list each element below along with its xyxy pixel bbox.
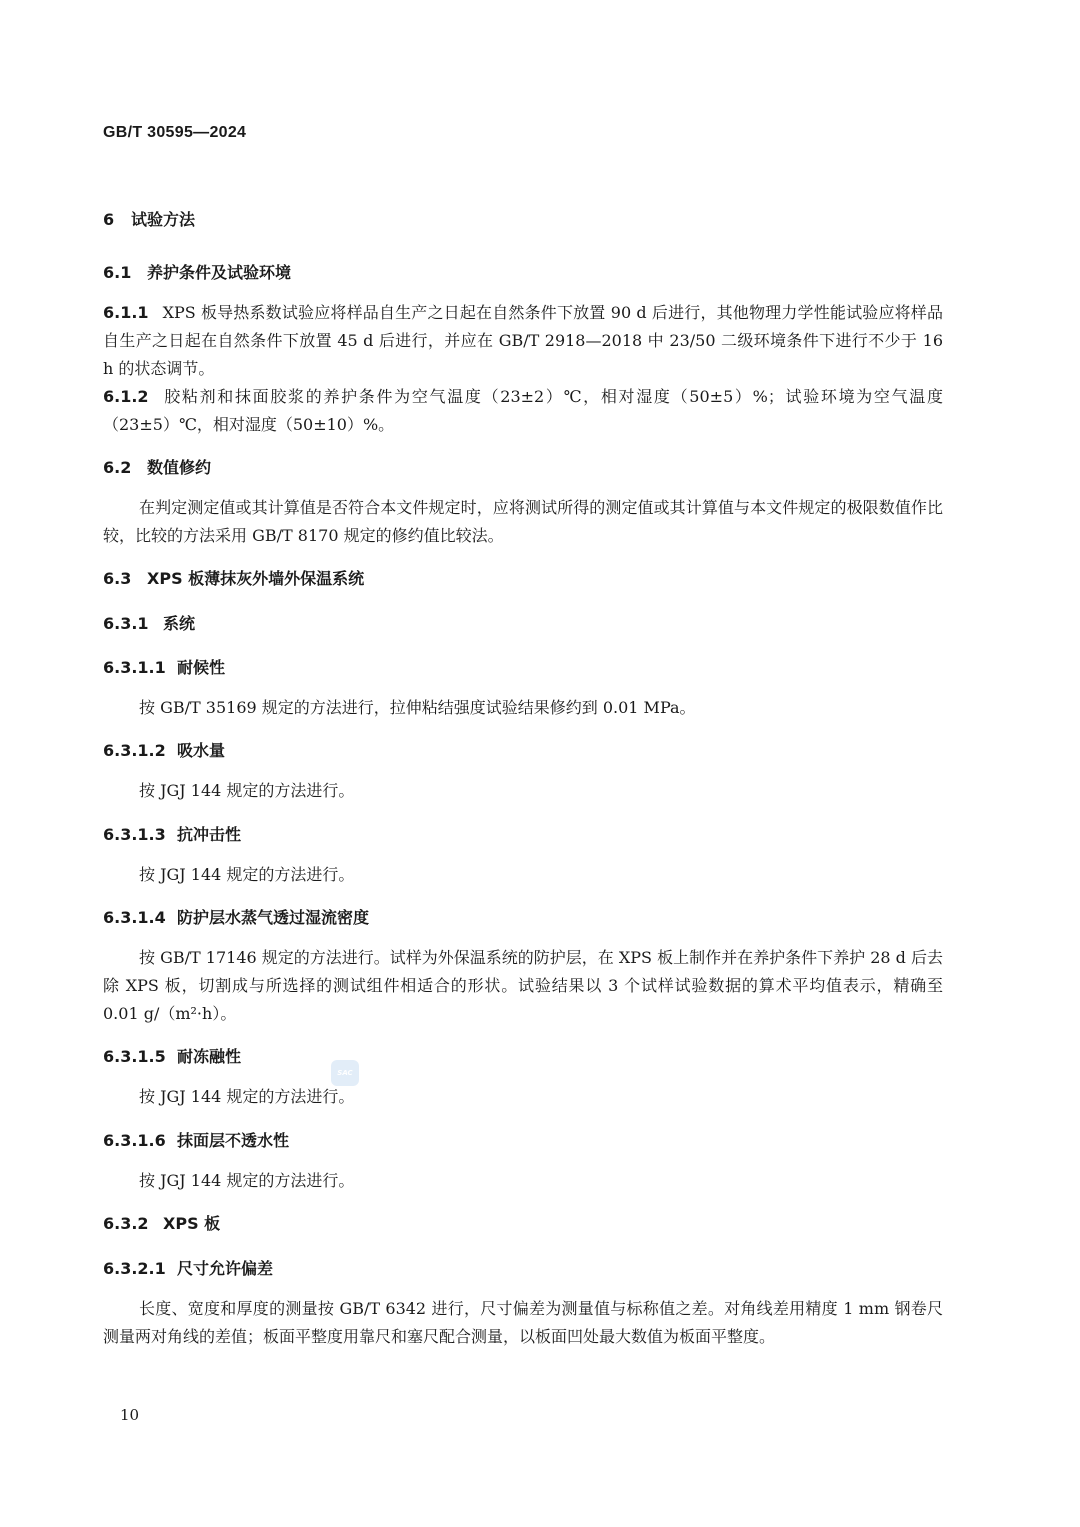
watermark-text: SAC [337,1069,353,1077]
section-title: 数值修约 [147,458,212,477]
clause-number: 6.1.2 [103,387,149,406]
section-title: XPS 板薄抹灰外墙外保温系统 [147,569,365,588]
section-number: 6 [103,210,115,229]
section-title: 防护层水蒸气透过湿流密度 [177,908,370,927]
clause-text: 胶粘剂和抹面胶浆的养护条件为空气温度（23±2）℃，相对湿度（50±5）%；试验环境为空气温度（23±5）℃，相对湿度（50±10）%。 [103,387,943,434]
section-heading-6-3 [103,566,364,589]
section-heading-6-2 [103,455,211,478]
standard-number: GB/T 30595—2024 [103,124,247,141]
section-heading-6-3-1-2 [103,738,225,761]
section-heading-6-3-1-3 [103,822,241,845]
section-title: XPS 板 [163,1214,221,1233]
section-number: 6.3.1.3 [103,825,166,844]
clause-text: XPS 板导热系数试验应将样品自生产之日起在自然条件下放置 90 d 后进行，其他物理力学性能试验应将样品自生产之日起在自然条件下放置 45 d 后进行，并应在 GB/T 2918—2018 中 23/50 二级环境条件下进行不少于 16 h 的状态调节。 [103,303,943,378]
section-number: 6.3.2 [103,1214,149,1233]
section-title: 系统 [163,614,196,633]
section-title: 养护条件及试验环境 [147,263,292,282]
section-number: 6.3.1.4 [103,908,166,927]
section-number: 6.3.1.1 [103,658,166,677]
section-title: 吸水量 [177,741,226,760]
section-heading-6-3-1-1 [103,655,225,678]
section-heading-6-3-2 [103,1211,220,1234]
section-number: 6.3.1.2 [103,741,166,760]
clause-number: 6.1.1 [103,303,149,322]
paragraph-6-3-1-3: 按 JGJ 144 规定的方法进行。 [139,865,355,884]
section-number: 6.3.1.6 [103,1131,166,1150]
paragraph-6-3-1-4: 按 GB/T 17146 规定的方法进行。试样为外保温系统的防护层，在 XPS 板上制作并在养护条件下养护 28 d 后去除 XPS 板，切割成与所选择的测试组件相适合的形状。试验结果以 3 个试样试验数据的算术平均值表示，精确至 0.01 g/（m²·h）。 [103,948,943,1023]
section-number: 6.3 [103,569,132,588]
section-heading-6-3-2-1 [103,1256,273,1279]
section-title: 耐冻融性 [177,1047,242,1066]
section-number: 6.2 [103,458,132,477]
page-number: 10 [120,1406,140,1424]
paragraph-6-3-1-1: 按 GB/T 35169 规定的方法进行，拉伸粘结强度试验结果修约到 0.01 MPa。 [139,698,696,717]
section-number: 6.3.1.5 [103,1047,166,1066]
paragraph-6-3-2-1: 长度、宽度和厚度的测量按 GB/T 6342 进行，尺寸偏差为测量值与标称值之差。对角线差用精度 1 mm 钢卷尺测量两对角线的差值；板面平整度用靠尺和塞尺配合测量，以板面凹处最大数值为板面平整度。 [103,1299,943,1346]
paragraph-6-1-2 [103,383,943,439]
section-heading-6 [103,207,195,230]
section-title: 抗冲击性 [177,825,242,844]
section-heading-6-3-1-4 [103,905,369,928]
section-number: 6.3.1 [103,614,149,633]
section-heading-6-3-1-6 [103,1128,289,1151]
section-number: 6.1 [103,263,132,282]
section-title: 抹面层不透水性 [177,1131,290,1150]
paragraph-6-3-1-6: 按 JGJ 144 规定的方法进行。 [139,1171,355,1190]
paragraph-6-3-1-5: 按 JGJ 144 规定的方法进行。 [139,1087,355,1106]
section-title: 试验方法 [131,210,196,229]
section-heading-6-3-1-5 [103,1044,241,1067]
paragraph-6-3-1-2: 按 JGJ 144 规定的方法进行。 [139,781,355,800]
section-title: 耐候性 [177,658,226,677]
section-number: 6.3.2.1 [103,1259,166,1278]
section-title: 尺寸允许偏差 [177,1259,274,1278]
paragraph-6-1-1 [103,299,943,383]
section-heading-6-3-1 [103,611,195,634]
paragraph-6-2: 在判定测定值或其计算值是否符合本文件规定时，应将测试所得的测定值或其计算值与本文件规定的极限数值作比较，比较的方法采用 GB/T 8170 规定的修约值比较法。 [103,498,943,545]
section-heading-6-1 [103,260,291,283]
